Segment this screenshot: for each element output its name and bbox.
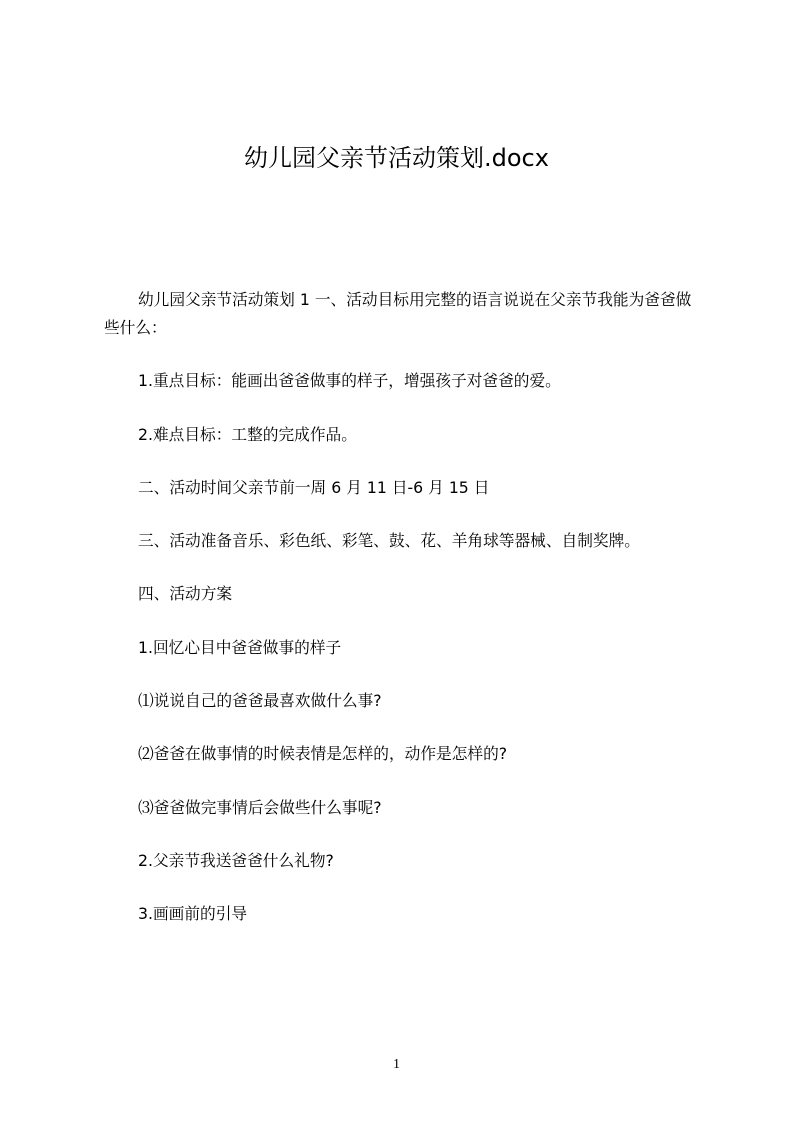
paragraph-intro-line-2: 些什么：: [104, 318, 167, 337]
page-number: 1: [393, 1057, 400, 1072]
paragraph-question-1: ⑴说说自己的爸爸最喜欢做什么事?: [138, 691, 382, 711]
paragraph-difficult-goal: 2.难点目标：工整的完成作品。: [138, 424, 357, 444]
document-body: [104, 286, 700, 954]
paragraph-intro: [104, 286, 700, 342]
paragraph-key-goal: 1.重点目标：能画出爸爸做事的样子，增强孩子对爸爸的爱。: [138, 371, 561, 391]
paragraph-activity-time: 二、活动时间父亲节前一周 6 月 11 日-6 月 15 日: [138, 477, 490, 497]
paragraph-question-2: ⑵爸爸在做事情的时候表情是怎样的，动作是怎样的?: [138, 744, 508, 764]
paragraph-activity-plan-heading: 四、活动方案: [138, 584, 233, 604]
document-title: 幼儿园父亲节活动策划.docx: [244, 144, 549, 172]
paragraph-activity-preparation: 三、活动准备音乐、彩色纸、彩笔、鼓、花、羊角球等器械、自制奖牌。: [138, 531, 640, 551]
paragraph-plan-step-3: 3.画画前的引导: [138, 904, 248, 924]
paragraph-plan-step-2: 2.父亲节我送爸爸什么礼物?: [138, 850, 334, 870]
paragraph-question-3: ⑶爸爸做完事情后会做些什么事呢?: [138, 797, 382, 817]
paragraph-intro-line-1: 幼儿园父亲节活动策划 1 一、活动目标用完整的语言说说在父亲节我能为爸爸做: [138, 290, 692, 309]
paragraph-plan-step-1: 1.回忆心目中爸爸做事的样子: [138, 637, 342, 657]
